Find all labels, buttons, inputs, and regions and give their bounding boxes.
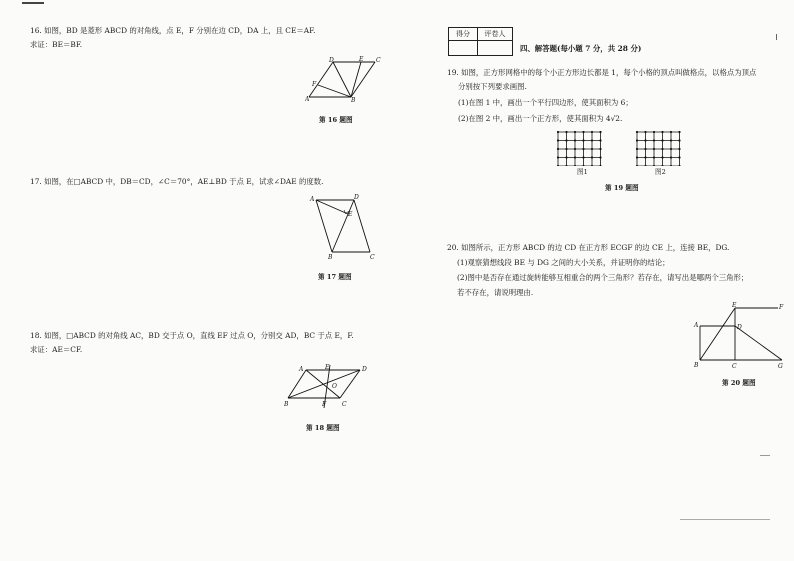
q18-label-d: D (362, 366, 367, 373)
q17-label-b: B (328, 254, 333, 260)
grid-point (670, 139, 672, 141)
q16-label-a: A (305, 96, 310, 102)
grid-point (636, 131, 638, 133)
grid-point (582, 139, 584, 141)
q18-prove: 求证：AE＝CF. (30, 345, 83, 354)
grid-point (591, 148, 593, 150)
q19-fig1-label: 图1 (577, 168, 588, 176)
scan-mark-top-left (22, 2, 44, 4)
grid-point (557, 165, 559, 166)
q16-statement: 16. 如图，BD 是菱形 ABCD 的对角线，点 E，F 分别在边 CD，DA 上，且 CE＝AF. (30, 26, 316, 35)
grid-point (557, 148, 559, 150)
q17-label-e: E (348, 211, 353, 218)
q19-caption: 第 19 题图 (605, 184, 639, 192)
q17-caption: 第 17 题图 (318, 273, 352, 281)
grid-point (574, 131, 576, 133)
grid-point (557, 131, 559, 133)
grid-point (678, 148, 680, 150)
grid-point (582, 156, 584, 158)
grid-point (599, 165, 601, 166)
q18-label-c: C (342, 401, 347, 408)
grid-point (565, 165, 567, 166)
grid-point (653, 131, 655, 133)
q18-label-f: F (322, 401, 327, 408)
grid-point (565, 139, 567, 141)
q19-part1: (1)在图 1 中，画出一个平行四边形，使其面积为 6； (458, 98, 633, 107)
q16-figure (305, 56, 383, 102)
grid-point (678, 131, 680, 133)
q19-line2: 分别按下列要求画图. (458, 82, 527, 91)
q20-statement: 20. 如图所示，正方形 ABCD 的边 CD 在正方形 ECGF 的边 CE 上，连接 BE，DG. (447, 243, 730, 252)
grid-point (661, 139, 663, 141)
q17-figure (308, 194, 378, 260)
grid-point (653, 156, 655, 158)
q18-figure (284, 362, 374, 410)
q20-label-d: D (737, 324, 742, 331)
scan-mark-bottom (680, 519, 770, 520)
grid-point (636, 165, 638, 166)
grid-point (636, 139, 638, 141)
q18-label-e: E (325, 364, 330, 371)
q20-label-b: B (694, 362, 699, 369)
grid-point (565, 131, 567, 133)
grid-point (670, 165, 672, 166)
grid-point (678, 156, 680, 158)
grid-point (574, 156, 576, 158)
q18-caption: 第 18 题图 (306, 424, 340, 432)
section-title: 四、解答题(每小题 7 分，共 28 分) (520, 44, 642, 53)
q16-label-f: F (312, 81, 317, 88)
grid-point (636, 156, 638, 158)
grid-point (582, 148, 584, 150)
q20-label-c: C (732, 363, 737, 370)
grid-point (636, 148, 638, 150)
grid-point (644, 148, 646, 150)
q20-caption: 第 20 题图 (722, 379, 756, 387)
grid-point (557, 156, 559, 158)
grid-point (644, 165, 646, 166)
grid-point (557, 139, 559, 141)
q18-label-b: B (284, 401, 289, 408)
q20-part2-cont: 若不存在，请说明理由. (457, 288, 534, 297)
grid-point (661, 148, 663, 150)
q19-fig2-label: 图2 (655, 168, 666, 176)
q17-label-c: C (370, 254, 375, 260)
grid-point (661, 131, 663, 133)
grid-point (599, 131, 601, 133)
score-table (448, 27, 513, 56)
q16-label-b: B (351, 97, 356, 102)
q19-statement: 19. 如图，正方形网格中的每个小正方形边长都是 1，每个小格的顶点叫做格点，以格点为顶点 (447, 68, 757, 77)
grid-point (574, 148, 576, 150)
grid-point (574, 165, 576, 166)
q16-caption: 第 16 题图 (319, 116, 353, 124)
q19-grid-2 (634, 130, 686, 166)
q20-label-g: G (778, 363, 783, 370)
q19-part2: (2)在图 2 中，画出一个正方形，使其面积为 4√2. (458, 114, 623, 123)
grid-point (653, 148, 655, 150)
grid-point (670, 131, 672, 133)
grid-point (591, 165, 593, 166)
q18-statement: 18. 如图，□ABCD 的对角线 AC，BD 交于点 O，直线 EF 过点 O，分别交 AD，BC 于点 E，F. (30, 331, 354, 340)
grader-label: 评卷人 (478, 28, 513, 41)
q20-label-e: E (732, 302, 737, 309)
grid-point (591, 156, 593, 158)
q16-prove: 求证：BE＝BF. (30, 40, 83, 49)
q20-part1: (1)观察猜想线段 BE 与 DG 之间的大小关系，并证明你的结论； (457, 258, 670, 267)
q16-label-d: D (329, 57, 334, 64)
q20-label-a: A (694, 322, 699, 329)
grid-point (670, 148, 672, 150)
q20-label-f: F (779, 304, 784, 311)
scan-mark-right-tick (776, 34, 777, 40)
grid-point (644, 139, 646, 141)
q17-label-d: D (354, 194, 359, 201)
q20-figure (692, 302, 786, 372)
grid-point (591, 139, 593, 141)
grid-point (582, 131, 584, 133)
score-label: 得分 (449, 28, 478, 41)
grader-cell (478, 41, 513, 56)
grid-point (661, 156, 663, 158)
q16-label-e: E (359, 56, 364, 63)
grid-point (653, 139, 655, 141)
grid-point (565, 148, 567, 150)
grid-point (599, 139, 601, 141)
q19-grid-1 (555, 130, 607, 166)
q17-statement: 17. 如图，在□ABCD 中，DB＝CD，∠C＝70°，AE⊥BD 于点 E，试求∠DAE 的度数. (30, 177, 324, 186)
grid-point (574, 139, 576, 141)
grid-point (644, 156, 646, 158)
q17-label-a: A (310, 196, 315, 203)
q16-label-c: C (376, 57, 381, 64)
q18-label-o: O (332, 383, 337, 390)
score-cell (449, 41, 478, 56)
grid-point (678, 139, 680, 141)
q18-label-a: A (299, 366, 304, 373)
grid-point (599, 148, 601, 150)
grid-point (670, 156, 672, 158)
grid-point (591, 131, 593, 133)
grid-point (565, 156, 567, 158)
grid-point (599, 156, 601, 158)
grid-point (644, 131, 646, 133)
q20-part2: (2)图中是否存在通过旋转能够互相重合的两个三角形？若存在，请写出是哪两个三角形； (457, 273, 749, 282)
scan-mark-right-edge (760, 455, 770, 456)
grid-point (678, 165, 680, 166)
